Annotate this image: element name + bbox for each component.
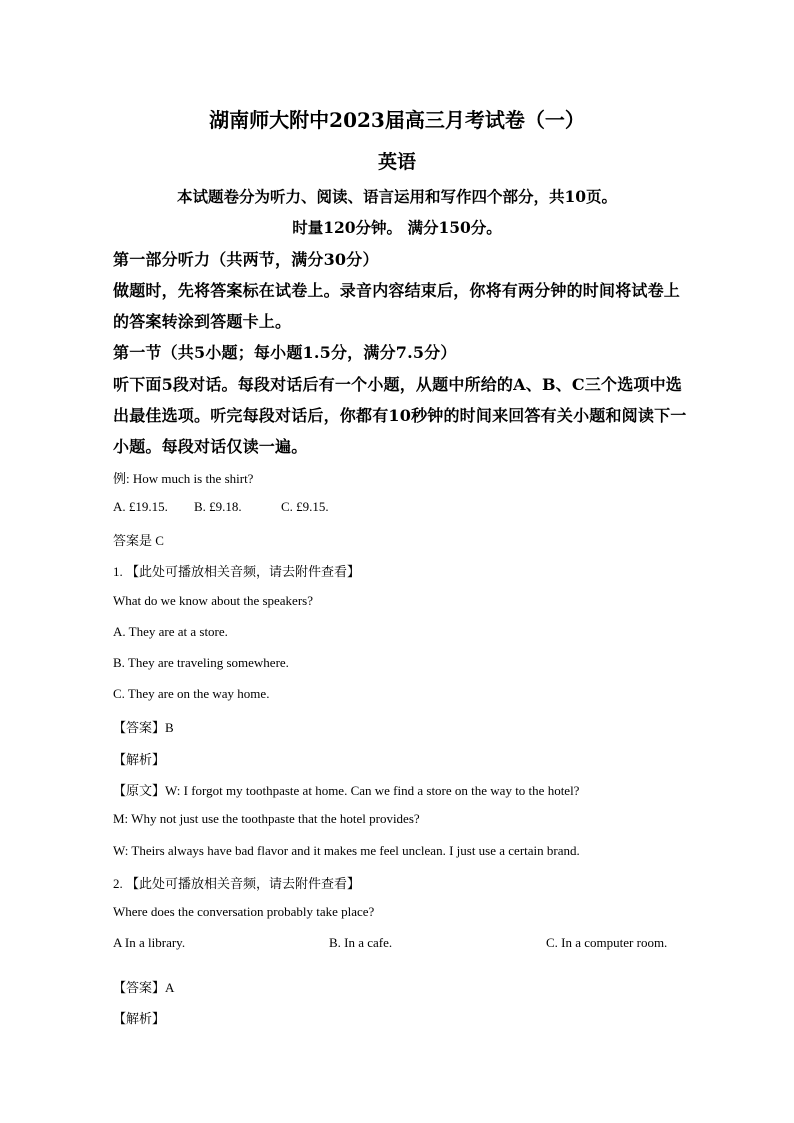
example-option-b: B. £9.18. xyxy=(194,499,242,514)
time-and-score: 时量120分钟。 满分150分。 xyxy=(292,218,502,237)
section1-heading: 第一节（共5小题；每小题1.5分，满分7.5分） xyxy=(113,343,457,362)
subject-title: 英语 xyxy=(377,151,416,173)
q1-option-c: C. They are on the way home. xyxy=(113,686,270,701)
q1-transcript-line: 【原文】W: I forgot my toothpaste at home. Can we find a store on the way to the hotel? xyxy=(113,783,580,798)
section1-instruction-line: 听下面5段对话。每段对话后有一个小题，从题中所给的A、B、C三个选项中选 xyxy=(113,375,683,394)
example-option-a: A. £19.15. xyxy=(113,499,168,514)
q1-question: What do we know about the speakers? xyxy=(113,593,313,608)
example-answer: 答案是 C xyxy=(113,533,164,548)
q2-option-c: C. In a computer room. xyxy=(546,935,668,950)
q2-audio-placeholder[interactable]: 2. 【此处可播放相关音频，请去附件查看】 xyxy=(113,876,361,891)
part1-instruction-line: 的答案转涂到答题卡上。 xyxy=(113,312,292,331)
q1-transcript-line: W: Theirs always have bad flavor and it makes me feel unclean. I just use a certain brand. xyxy=(113,843,580,858)
section1-instruction-line: 小题。每段对话仅读一遍。 xyxy=(113,437,308,456)
example-option-c: C. £9.15. xyxy=(281,499,329,514)
exam-intro: 本试题卷分为听力、阅读、语言运用和写作四个部分，共10页。 xyxy=(176,187,618,206)
q1-answer: 【答案】B xyxy=(113,720,174,735)
part1-instruction-line: 做题时，先将答案标在试卷上。录音内容结束后，你将有两分钟的时间将试卷上 xyxy=(113,281,681,300)
q1-option-b: B. They are traveling somewhere. xyxy=(113,655,289,670)
exam-title: 湖南师大附中2023届高三月考试卷（一） xyxy=(209,108,585,132)
q2-question: Where does the conversation probably take place? xyxy=(113,904,375,919)
example-question: 例: How much is the shirt? xyxy=(113,471,254,486)
q2-analysis-label: 【解析】 xyxy=(113,1011,166,1026)
q2-option-b: B. In a cafe. xyxy=(329,935,393,950)
section1-instruction-line: 出最佳选项。听完每段对话后，你都有10秒钟的时间来回答有关小题和阅读下一 xyxy=(113,406,687,425)
q1-option-a: A. They are at a store. xyxy=(113,624,228,639)
q2-option-a: A In a library. xyxy=(113,935,186,950)
q2-answer: 【答案】A xyxy=(113,980,175,995)
q1-audio-placeholder[interactable]: 1. 【此处可播放相关音频，请去附件查看】 xyxy=(113,564,361,579)
q1-transcript-line: M: Why not just use the toothpaste that the hotel provides? xyxy=(113,811,420,826)
part1-heading: 第一部分听力（共两节，满分30分） xyxy=(113,250,379,269)
q1-analysis-label: 【解析】 xyxy=(113,752,166,767)
